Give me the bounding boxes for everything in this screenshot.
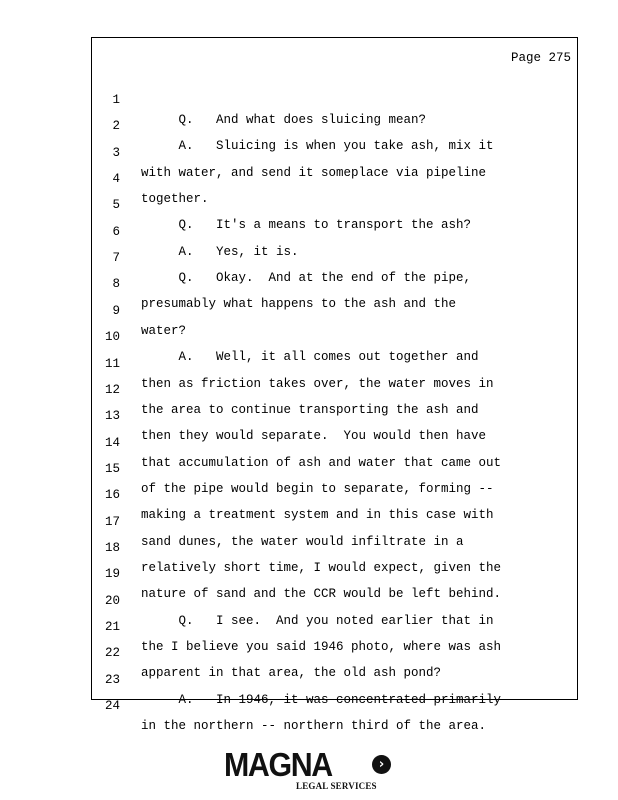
chevron-right-circle-icon: › xyxy=(372,755,391,774)
line-text: the area to continue transporting the ash and xyxy=(141,402,479,417)
line-number: 4 xyxy=(112,172,120,187)
line-number: 13 xyxy=(104,409,120,424)
line-number: 10 xyxy=(104,330,120,345)
line-number: 16 xyxy=(104,488,120,503)
line-text: with water, and send it someplace via pipeline xyxy=(141,165,487,180)
line-text: nature of sand and the CCR would be left behind. xyxy=(141,587,502,602)
line-number: 17 xyxy=(104,514,120,529)
line-number: 8 xyxy=(112,277,120,292)
line-number: 18 xyxy=(104,540,120,555)
line-number: 6 xyxy=(112,224,120,239)
line-number: 11 xyxy=(104,356,120,371)
line-text: then as friction takes over, the water moves in xyxy=(141,376,494,391)
line-number: 21 xyxy=(104,620,120,634)
line-text: the I believe you said 1946 photo, where was ash xyxy=(141,640,502,654)
line-text: Q. Okay. And at the end of the pipe, xyxy=(141,271,472,286)
line-number: 9 xyxy=(112,303,120,318)
line-text: that accumulation of ash and water that came out xyxy=(141,455,502,470)
transcript-line xyxy=(92,70,427,127)
line-text: apparent in that area, the old ash pond? xyxy=(141,666,442,681)
logo-wordmark: MAGNA xyxy=(224,746,332,783)
line-text: sand dunes, the water would infiltrate in a xyxy=(141,534,464,549)
line-text: in the northern -- northern third of the area. xyxy=(141,719,487,734)
line-number: 14 xyxy=(104,435,120,450)
line-text: Q. And what does sluicing mean? xyxy=(141,113,427,127)
line-text: Q. I see. And you noted earlier that in xyxy=(141,613,494,628)
line-text: together. xyxy=(141,192,209,207)
line-text: A. Yes, it is. xyxy=(141,244,299,259)
page-number: Page 275 xyxy=(510,51,571,65)
line-text: A. Sluicing is when you take ash, mix it xyxy=(141,139,494,154)
line-number: 24 xyxy=(104,699,120,714)
line-number: 12 xyxy=(104,382,120,397)
line-number: 19 xyxy=(104,567,120,582)
line-number: 20 xyxy=(104,593,120,608)
line-text: relatively short time, I would expect, given the xyxy=(141,560,502,575)
line-number: 3 xyxy=(112,145,120,160)
line-text: water? xyxy=(141,323,187,338)
line-text: of the pipe would begin to separate, forming -- xyxy=(141,481,494,496)
line-text: then they would separate. You would then have xyxy=(141,429,487,444)
line-text: making a treatment system and in this case with xyxy=(141,508,494,523)
line-number: 23 xyxy=(104,672,120,687)
logo-subtitle: LEGAL SERVICES xyxy=(296,781,377,791)
line-number: 15 xyxy=(104,461,120,476)
transcript-line xyxy=(92,149,209,207)
transcript-page xyxy=(91,37,578,734)
transcript-line xyxy=(92,202,299,259)
line-text: Q. It's a means to transport the ash? xyxy=(141,218,472,233)
line-text: presumably what happens to the ash and the xyxy=(141,297,457,312)
line-number: 5 xyxy=(112,198,120,213)
line-number: 7 xyxy=(112,251,120,266)
line-number: 1 xyxy=(112,93,120,107)
line-text: A. In 1946, it was concentrated primarily xyxy=(141,692,502,707)
line-number: 22 xyxy=(104,646,120,661)
line-text: A. Well, it all comes out together and xyxy=(141,350,479,365)
line-number: 2 xyxy=(112,119,120,134)
magna-logo xyxy=(224,748,394,792)
